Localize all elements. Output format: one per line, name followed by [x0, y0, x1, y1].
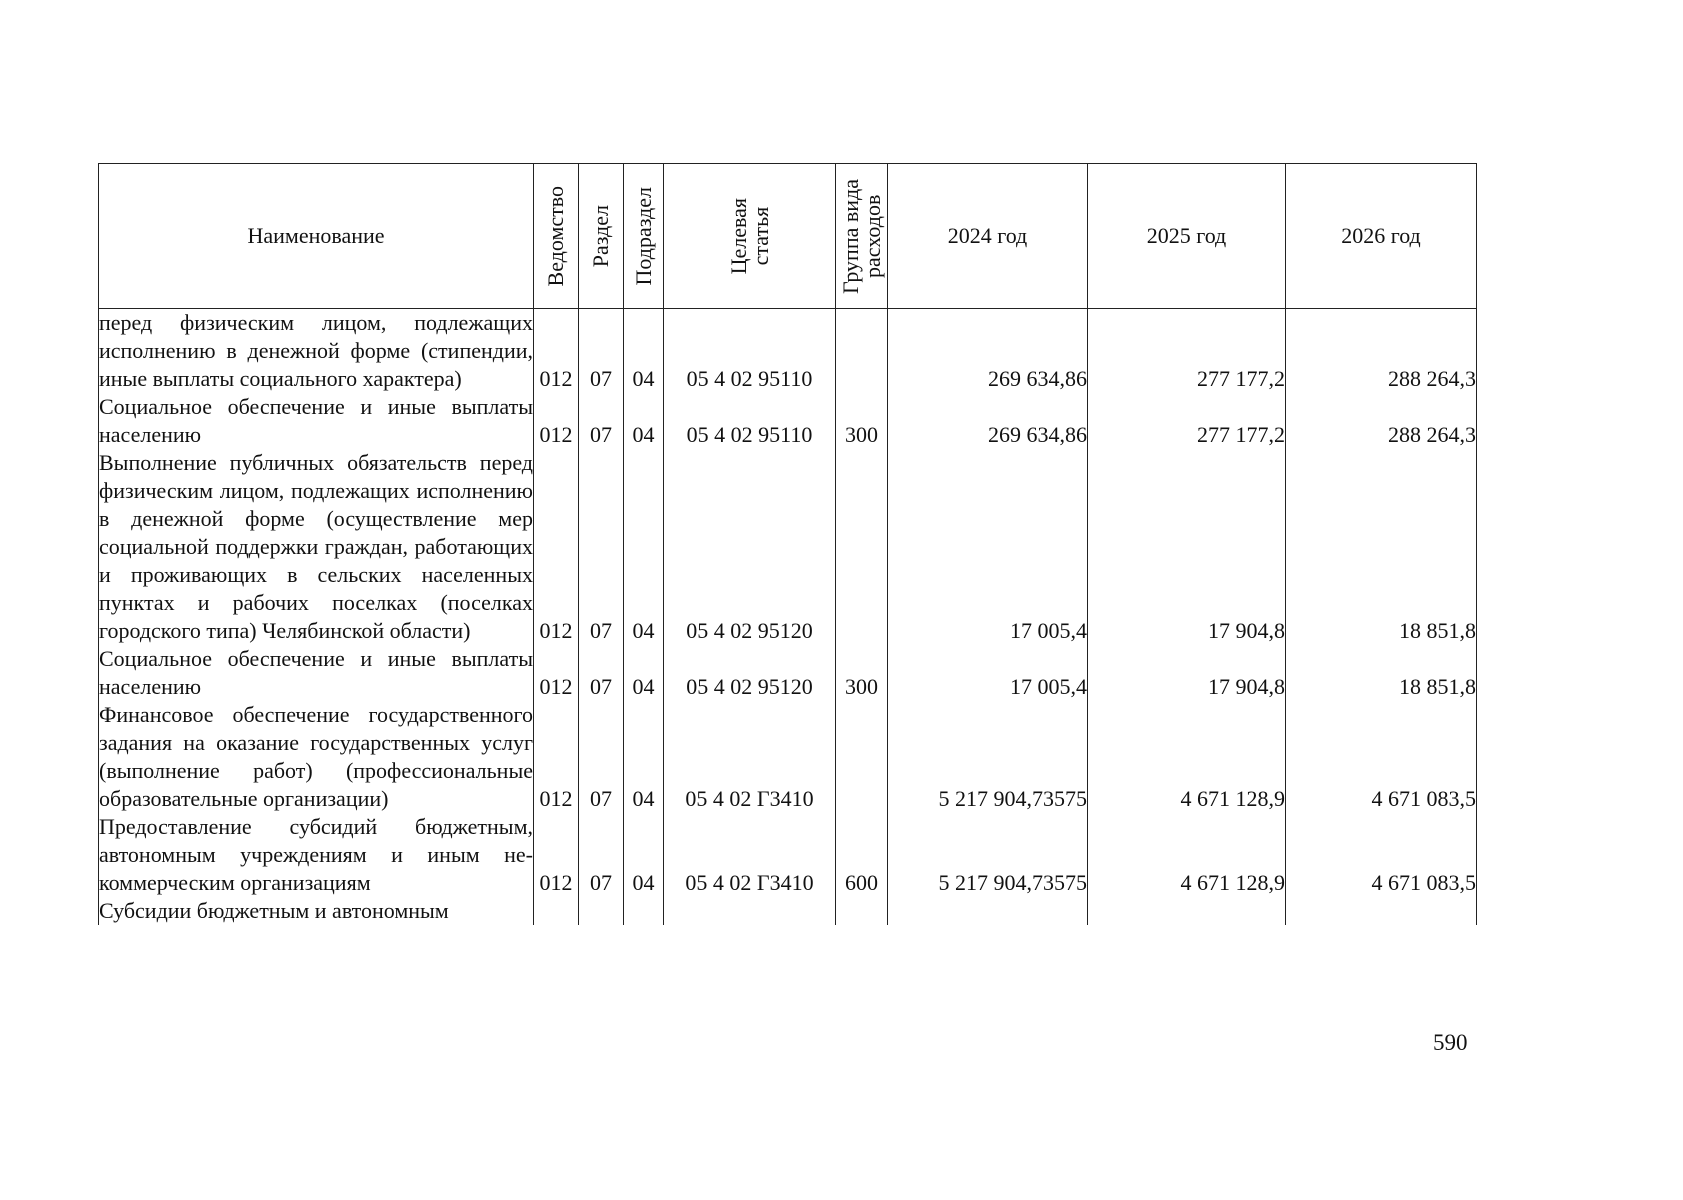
- cell-name: Социальное обеспечение и иные выплаты населению: [99, 646, 533, 699]
- cell-2025: 4 671 128,9: [1088, 701, 1286, 813]
- table-row: [99, 813, 1477, 897]
- header-2024: 2024 год: [888, 164, 1088, 309]
- cell-2025: 4 671 128,9: [1088, 813, 1286, 897]
- cell-dept: 012: [534, 701, 579, 813]
- page-number: 590: [1433, 1030, 1468, 1055]
- cell-2026: 18 851,8: [1286, 449, 1477, 645]
- cell-dept: 012: [534, 309, 579, 394]
- cell-2025: 277 177,2: [1088, 309, 1286, 394]
- cell-section: [579, 897, 624, 925]
- header-section: [579, 164, 624, 309]
- cell-target: 05 4 02 Г3410: [664, 813, 836, 897]
- cell-section: 07: [579, 449, 624, 645]
- cell-target: 05 4 02 95110: [664, 393, 836, 449]
- header-subsection: [624, 164, 664, 309]
- header-2025: 2025 год: [1088, 164, 1286, 309]
- header-section-label: Раздел: [588, 204, 613, 268]
- cell-group: [836, 701, 888, 813]
- cell-subsection: 04: [624, 393, 664, 449]
- cell-subsection: 04: [624, 813, 664, 897]
- cell-dept: 012: [534, 813, 579, 897]
- cell-dept: 012: [534, 449, 579, 645]
- cell-target: 05 4 02 95110: [664, 309, 836, 394]
- cell-target: 05 4 02 Г3410: [664, 701, 836, 813]
- cell-group: 600: [836, 813, 888, 897]
- table-row: [99, 645, 1477, 701]
- cell-dept: 012: [534, 393, 579, 449]
- header-group: [836, 164, 888, 309]
- table-row: [99, 701, 1477, 813]
- header-target: [664, 164, 836, 309]
- table-row: [99, 309, 1477, 394]
- cell-name: Социальное обеспечение и иные выплаты населению: [99, 394, 533, 447]
- cell-2026: 4 671 083,5: [1286, 813, 1477, 897]
- cell-target: [664, 897, 836, 925]
- header-dept-label: Ведомство: [543, 185, 568, 287]
- table-row: [99, 897, 1477, 925]
- cell-2024: [888, 897, 1088, 925]
- cell-subsection: [624, 897, 664, 925]
- cell-section: 07: [579, 813, 624, 897]
- cell-name: Предоставление субсидий бюджетным, автономным учреждениям и иным некоммерческим организациям: [99, 814, 533, 895]
- cell-dept: 012: [534, 645, 579, 701]
- header-dept: [534, 164, 579, 309]
- cell-2024: 269 634,86: [888, 393, 1088, 449]
- cell-group: [836, 449, 888, 645]
- cell-dept: [534, 897, 579, 925]
- cell-target: 05 4 02 95120: [664, 645, 836, 701]
- cell-2026: 18 851,8: [1286, 645, 1477, 701]
- cell-2025: [1088, 897, 1286, 925]
- cell-2025: 17 904,8: [1088, 645, 1286, 701]
- header-group-line2: расходов: [859, 194, 885, 278]
- header-target-line2: статья: [747, 206, 773, 266]
- cell-2026: 288 264,3: [1286, 393, 1477, 449]
- cell-group: 300: [836, 393, 888, 449]
- cell-2026: 288 264,3: [1286, 309, 1477, 394]
- cell-group: [836, 309, 888, 394]
- cell-2024: 17 005,4: [888, 645, 1088, 701]
- cell-subsection: 04: [624, 449, 664, 645]
- cell-name: Субсидии бюджетным и автономным: [99, 897, 534, 925]
- header-target-line1: Целевая: [725, 197, 751, 275]
- cell-2026: [1286, 897, 1477, 925]
- cell-2024: 5 217 904,73575: [888, 813, 1088, 897]
- cell-name: перед физическим лицом, подлежащих исполнению в денежной форме (стипендии, иные выплаты социального характера): [99, 310, 533, 391]
- cell-section: 07: [579, 645, 624, 701]
- cell-subsection: 04: [624, 701, 664, 813]
- header-row: [99, 164, 1477, 309]
- cell-2025: 277 177,2: [1088, 393, 1286, 449]
- table-row: [99, 393, 1477, 449]
- budget-table: [98, 163, 1477, 925]
- cell-2026: 4 671 083,5: [1286, 701, 1477, 813]
- cell-section: 07: [579, 309, 624, 394]
- cell-2024: 5 217 904,73575: [888, 701, 1088, 813]
- header-group-line1: Группа вида: [837, 178, 863, 294]
- cell-name: Выполнение публичных обязательств перед физическим лицом, подлежащих исполнению в денежной форме (осуществление мер социальной поддержки граждан, работающих и проживающих в сельских населенных пунктах и рабочих поселках (поселках городского типа) Челябинской области): [99, 450, 533, 643]
- cell-group: [836, 897, 888, 925]
- cell-section: 07: [579, 701, 624, 813]
- cell-subsection: 04: [624, 309, 664, 394]
- cell-subsection: 04: [624, 645, 664, 701]
- cell-2024: 269 634,86: [888, 309, 1088, 394]
- cell-2024: 17 005,4: [888, 449, 1088, 645]
- header-name: Наименование: [99, 164, 534, 309]
- header-subsection-label: Подраздел: [630, 186, 656, 286]
- table-row: [99, 449, 1477, 645]
- header-2026: 2026 год: [1286, 164, 1477, 309]
- cell-group: 300: [836, 645, 888, 701]
- cell-name: Финансовое обеспечение государственного задания на оказание государственных услуг (выполнение работ) (профессиональные образовательные организации): [99, 702, 533, 811]
- cell-2025: 17 904,8: [1088, 449, 1286, 645]
- cell-section: 07: [579, 393, 624, 449]
- cell-target: 05 4 02 95120: [664, 449, 836, 645]
